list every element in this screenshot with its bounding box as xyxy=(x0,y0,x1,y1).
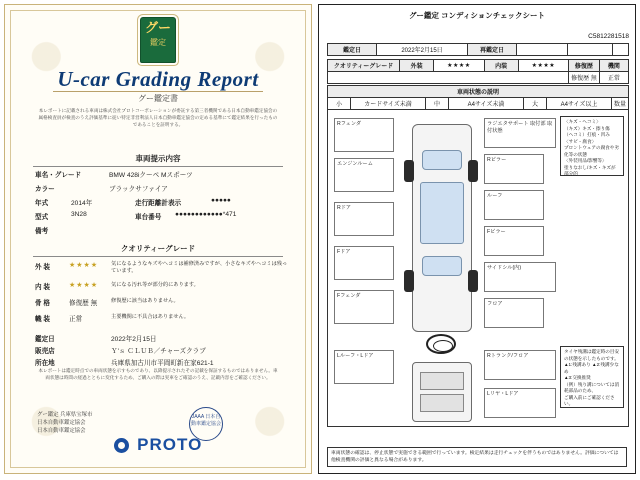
proto-logo xyxy=(11,435,305,455)
legend-text-small: カードサイズ未満 xyxy=(351,98,426,110)
field-model-value: BMW 428iクーペ Mスポーツ xyxy=(109,172,193,179)
field-year-value: 2014年 xyxy=(71,200,93,207)
field-color-value: ブラックサファイア xyxy=(109,186,168,193)
note-line-1: 〈キズ・ヘコミ〉 xyxy=(564,119,601,124)
crest-line2: 鑑定 xyxy=(150,38,166,47)
note-line-7: 塗りなおし/キズ・キズが部分的 xyxy=(564,164,616,176)
condition-check-sheet xyxy=(318,4,636,474)
report-title: U-car Grading Report xyxy=(57,67,259,91)
tire-legend-line-4: （例）残り溝については消耗部品のため、 xyxy=(564,381,620,393)
field-remarks xyxy=(35,225,281,235)
cell-engine-room: エンジンルーム xyxy=(334,158,394,192)
cell-roof: ルーフ xyxy=(484,190,544,220)
check-sheet-serial: C5812281518 xyxy=(588,33,629,40)
car-front-window xyxy=(422,256,462,276)
certificate-inner-border xyxy=(10,10,306,468)
header-table-dates xyxy=(327,43,629,56)
grade-frame-label: 骨 格 xyxy=(35,300,51,307)
field-year-label: 年式 xyxy=(35,200,49,207)
header-inspection-date-value: 2022年2月15日 xyxy=(377,44,468,56)
grade-interior-label: 内 装 xyxy=(35,284,51,291)
certificate-footer-text: 本レポートは鑑定時点での車両状態を示すものであり、以降提示されたその記載を保証するものではありません。車両状態は時間の経過とともに変化するため、ご購入の際は実車をご確認のうえ、記載内容をご確認ください。 xyxy=(38,368,278,380)
check-sheet-footnote: 車両状態の確認は、停止状態で実施できる範囲で行っています。検定結果は走行チェックを伴うものではありません。評価については他検査機関の評価と異なる場合があります。 xyxy=(327,447,627,467)
org-line-3: 日本自動車鑑定協会 xyxy=(37,428,86,434)
field-remarks-label: 備考 xyxy=(35,228,49,235)
grade-frame-value: 修復歴 無 xyxy=(569,72,600,84)
car-rear-window xyxy=(422,150,462,170)
header-blank-1 xyxy=(568,44,613,56)
issuing-organization xyxy=(37,411,92,435)
proto-mark-icon xyxy=(114,438,129,453)
grade-exterior xyxy=(35,261,288,275)
field-year-mileage xyxy=(35,197,281,207)
jaaa-seal-icon: JAAA 日本自動車鑑定協会 xyxy=(189,407,223,441)
header-blank-2 xyxy=(613,44,629,56)
header-reinspection-date-label: 再鑑定日 xyxy=(468,44,517,56)
grade-mechanical-value: 正常 xyxy=(599,72,628,84)
field-mileage-label: 走行距離計表示 xyxy=(135,200,182,207)
grade-interior xyxy=(35,281,281,291)
crest-line1: グー xyxy=(144,20,171,35)
field-model xyxy=(35,169,281,179)
grade-mechanical xyxy=(35,313,281,323)
grade-row-blank xyxy=(328,72,569,84)
grade-exterior-label: 外 装 xyxy=(35,264,51,271)
legend-table xyxy=(327,85,629,110)
cell-floor: フロア xyxy=(484,298,544,328)
grade-exterior-cell: ★★★★ xyxy=(434,60,484,72)
cell-left-roof-door: Lルーフ・Lドア xyxy=(334,350,394,384)
note-line-4: 〈サビ・腐食〉 xyxy=(564,138,597,144)
cell-front-door: Fドア xyxy=(334,246,394,280)
grade-interior-cell: ★★★★ xyxy=(518,60,568,72)
meta-inspection-date xyxy=(35,333,281,343)
cell-rear-trunk-floor: Rトランク/フロア xyxy=(484,350,556,380)
grade-frame-sub: 修復歴 無 xyxy=(69,300,98,307)
grade-mechanical-sub: 正常 xyxy=(69,316,83,323)
proto-logo-text: PROTO xyxy=(137,435,203,454)
meta-dealer xyxy=(35,345,281,355)
vehicle-info-heading: 車両提示内容 xyxy=(33,153,283,167)
meta-address-value: 兵庫県加古川市平岡町新在家621-1 xyxy=(111,360,214,367)
meta-address xyxy=(35,357,281,367)
org-line-2: 日本自動車鑑定協会 xyxy=(37,420,86,426)
meta-dealer-value: Ｙ'ｓ ＣＬＵＢ／チャーズクラブ xyxy=(111,348,206,355)
note-line-3: （ヘコミ）打痕・凹み xyxy=(564,132,610,137)
legend-text-medium: A4サイズ未満 xyxy=(449,98,524,110)
meta-inspection-date-value: 2022年2月15日 xyxy=(111,336,157,343)
cell-rear-pillar: Rピラー xyxy=(484,154,544,184)
note-line-6: 〈外装用品/影響等〉 xyxy=(564,158,607,163)
cell-left-rear-door: Lリヤ・Lドア xyxy=(484,388,556,418)
cell-front-pillar: Fピラー xyxy=(484,226,544,256)
condition-note-box xyxy=(560,116,624,176)
tire-legend-line-5: ご購入前にご確認ください。 xyxy=(564,394,615,406)
legend-mark-medium: 中 xyxy=(426,98,449,110)
cell-radiator-support: ラジエタサポート 取付部 取付状態 xyxy=(484,118,556,148)
wheel-front-right xyxy=(468,270,478,292)
field-model-label: 車名・グレード xyxy=(35,172,82,179)
meta-inspection-date-label: 鑑定日 xyxy=(35,336,55,343)
wheel-front-left xyxy=(404,270,414,292)
grade-mechanical-label: 幟 装 xyxy=(35,316,51,323)
legend-mark-small: 小 xyxy=(328,98,351,110)
steering-wheel-icon xyxy=(426,334,456,354)
legend-title: 車両状態の説明 xyxy=(328,86,629,98)
car-roof-panel xyxy=(420,182,464,244)
car-under-view xyxy=(404,362,478,420)
note-line-2: （キズ）キズ・擦り傷 xyxy=(564,125,610,131)
grade-mechanical-head: 機関 xyxy=(599,60,628,72)
title-divider xyxy=(53,91,263,92)
grading-report-certificate xyxy=(4,4,312,474)
grade-exterior-note: 気になるようなキズやへコミは補修済みですが、小さなキズやヘコミは残っています。 xyxy=(111,261,288,274)
car-under-body xyxy=(412,362,472,422)
car-under-panel-1 xyxy=(420,372,464,390)
car-top-view xyxy=(404,124,478,330)
grade-exterior-head: 外装 xyxy=(400,60,434,72)
grade-interior-head: 内装 xyxy=(484,60,518,72)
vehicle-diagram-panel xyxy=(327,109,629,427)
field-type-label: 型式 xyxy=(35,214,49,221)
legend-mark-large: 大 xyxy=(524,98,547,110)
grade-row-label: クオリティーグレード xyxy=(328,60,400,72)
car-under-panel-2 xyxy=(420,394,464,412)
cell-side-sill: サイドシル(内) xyxy=(484,262,556,292)
field-color xyxy=(35,183,281,193)
report-subtitle: グー鑑定書 xyxy=(138,94,178,103)
header-table-grades xyxy=(327,59,629,84)
quality-grade-heading: クオリティーグレード xyxy=(33,243,283,257)
field-chassis-value: ●●●●●●●●●●●●*471 xyxy=(175,211,237,218)
tire-legend-line-1: タイヤ残溝は鑑定時の目安の状態を示したものです。 xyxy=(564,349,620,361)
meta-address-label: 所在地 xyxy=(35,360,55,367)
report-intro-text: 本レポートに記載される車両は株式会社プロトコーポレーションが委託する第三者機関である日本自動車鑑定協会の属格検査員が検査のうえ評価基準に従い特定非営利法人日本自動車鑑定協会の定める基準にて鑑定結果を行ったものであることを証明する。 xyxy=(38,108,278,127)
grade-exterior-stars: ★★★★ xyxy=(69,262,99,269)
tire-legend-line-3: ▲3:交換推奨 xyxy=(564,375,591,380)
note-line-5: プロントウェアの腐食や劣化等の状態 xyxy=(564,145,619,157)
header-reinspection-date-value xyxy=(517,44,568,56)
tire-legend-line-2: ▲1:残溝あり ▲2:残溝少なめ xyxy=(564,362,619,374)
header-inspection-date-label: 鑑定日 xyxy=(328,44,377,56)
legend-text-large: A4サイズ以上 xyxy=(547,98,612,110)
field-chassis-label: 車台番号 xyxy=(135,214,162,221)
guu-kantei-crest-icon xyxy=(140,17,176,63)
cell-rear-fender: Rフェンダ xyxy=(334,118,394,152)
wheel-rear-left xyxy=(404,160,414,182)
wheel-rear-right xyxy=(468,160,478,182)
grade-frame xyxy=(35,297,281,307)
field-color-label: カラー xyxy=(35,186,55,193)
meta-dealer-label: 販売店 xyxy=(35,348,55,355)
cell-front-fender: Fフェンダ xyxy=(334,290,394,324)
org-line-1: グー鑑定 兵庫県宝塚市 xyxy=(37,412,93,418)
tire-legend-box xyxy=(560,346,624,408)
grade-interior-stars: ★★★★ xyxy=(69,282,99,289)
grade-interior-note: 気になる汚れ等が部分的にあります。 xyxy=(111,282,199,288)
check-sheet-title: グー鑑定 コンディションチェックシート xyxy=(408,11,546,20)
cell-rear-door: Rドア xyxy=(334,202,394,236)
grade-frame-head: 修復歴 xyxy=(569,60,600,72)
grade-frame-note: 修復歴に該当はありません。 xyxy=(111,298,179,304)
legend-text-count: 数量 xyxy=(612,98,629,110)
field-mileage-value: ●●●●● xyxy=(211,197,231,204)
field-type-value: 3N28 xyxy=(71,211,87,218)
field-type-chassis xyxy=(35,211,281,221)
grade-mechanical-note: 主要機関に不具合はありません。 xyxy=(111,314,190,320)
